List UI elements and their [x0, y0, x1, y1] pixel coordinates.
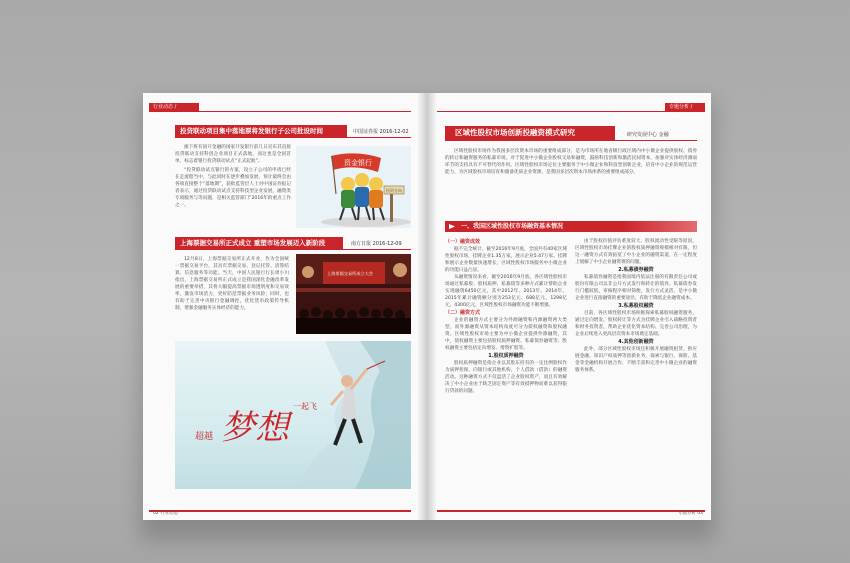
col1-sub3: 1.股权质押融资	[488, 353, 524, 359]
article1-source: 中国证券报 2016-12-02	[353, 129, 409, 135]
stage-screen-text: 上海票据交易所成立大会	[327, 271, 374, 276]
right-page-number: 03	[697, 511, 703, 516]
ad-illustration	[175, 341, 411, 489]
right-page-label	[678, 510, 703, 516]
col2-p1: 由于股权价值评估难度较大、股权流动性受限等原因，区域性股权市场挂牌企业的股权质押融资规模相对有限，但这一融资方式有效拓宽了中小企业的融资渠道，在一定程度上缓解了中小企业融资难的问题。	[575, 239, 697, 265]
col2-p4: 此外，部分区域性股权市场还积极开展融资租赁、供应链金融、知识产权质押等创新业务，探索与银行、保险、基金等金融机构开展合作，不断丰富和完善中小微企业的融资服务体系。	[575, 347, 697, 373]
article2-event-photo	[296, 254, 411, 334]
cartoon-illustration	[296, 146, 411, 228]
section1-title: 一、我国区域性股权市场融资基本情况	[445, 221, 697, 232]
cartoon-banner-text: 资金银行	[344, 159, 372, 167]
main-intro-text: 区域性股权市场作为我国多层次资本市场的重要组成部分，是为市场所在地省级行政区域内中小微企业提供股权、债券的转让和融资服务的私募市场，对于促进中小微企业股权交易和融资，鼓励科技创新和激活民间资本，加强对实体经济薄弱环节的支持具有不可替代的作用。区域性股权市场定位主要服务于中小微企业和科技型创新企业，培育中小企业的规范运营能力，为区域股权市场培育和储备优质企业资源，是我国多层次资本市场体系的重要组成部分。	[445, 149, 697, 175]
col1-p1: 据不完全统计，截至2016年9月底，全国共有40家区域性股权市场，挂牌企业1.35万家，展示企业5.47万家。挂牌和展示企业数量快速增长，区域性股权市场服务中小微企业的功能日益凸显。	[445, 247, 567, 273]
right-page-section: 专题分析	[677, 511, 696, 516]
right-page	[427, 93, 711, 520]
left-header-rule	[149, 111, 411, 112]
col2-p2: 私募债券融资是指我国境内依法注册的有限责任公司或股份有限公司以非公开方式发行和转让的债券。私募债券发行门槛较低，审核程序相对简便，发行方式灵活，是中小微企业进行直接融资的重要途径，有助于降低企业融资成本。	[575, 275, 697, 301]
col2-p3: 目前，各区域性股权市场积极探索私募股权融资服务，通过定向增发、股权转让等方式为挂牌企业引入战略投资者和财务投资者，帮助企业优化资本结构、完善公司治理，为企业后续进入更高层次资本市场奠定基础。	[575, 311, 697, 337]
col1-sub2: （二）融资方式	[445, 310, 481, 316]
article2-rule	[175, 249, 411, 250]
article2-body	[175, 256, 289, 336]
col1-p2: 从融资情况来看，截至2016年9月底，各区域性股权市场通过私募股、股权质押、私募债等多种方式累计帮助企业实现融资6450亿元，其中2012年、2013年、2014年、2015年累计融资额分别为253亿元、688亿元、1298亿元、4300亿元，区域性股权市场融资功能不断增强。	[445, 275, 567, 308]
article2-source: 南方日报 2016-12-09	[351, 241, 402, 247]
left-page-label	[153, 510, 178, 516]
col1-sub1: （一）融资成效	[445, 239, 481, 245]
article1-cartoon-image	[296, 146, 411, 228]
article1-body	[175, 144, 291, 236]
article1-title: 投贷联动项目集中落地票将发银行子公司批设时间	[175, 125, 347, 137]
left-footer-rule	[149, 510, 411, 512]
magazine-spread	[143, 93, 711, 520]
main-intro	[445, 148, 697, 208]
main-article-title: 区域性股权市场创新投融资模式研究	[445, 126, 615, 140]
right-header-rule	[437, 111, 705, 112]
main-title-rule	[445, 140, 697, 141]
event-stage-illustration	[296, 254, 411, 334]
left-header-tag: 行业动态 / INDUSTRY	[149, 103, 199, 112]
right-header-tag: 专题分析 / ANALYSIS	[665, 103, 705, 112]
col2-sub1: 2.私募债券融资	[618, 267, 654, 273]
col2-sub2: 3.私募股权融资	[618, 303, 654, 309]
col2-sub3: 4.其他创新融资	[618, 339, 654, 345]
left-page	[143, 93, 427, 520]
article2-title: 上海票据交易所正式成立 重塑市场发展迈入新阶段	[175, 237, 343, 249]
main-column-1	[445, 238, 567, 500]
right-footer-rule	[437, 510, 705, 512]
ad-small-left: 超越	[195, 432, 214, 442]
left-page-section: 行业动态	[160, 511, 179, 516]
ad-big-text: 梦想	[221, 408, 289, 448]
col1-p3: 企业的融资方式主要分为外源融资和内源融资两大类型，而外源融资从资本结构角度可分为债权融资和股权融资。区域性股权市场主要为中小微企业提供外源融资，其中，债权融资主要包括股权质押融资、私募债券融资等；股权融资主要包括定向增发、增资扩股等。	[445, 318, 567, 351]
main-article-author: 研究发展中心 金融	[627, 132, 669, 138]
cartoon-sign-text: 投资方向	[386, 188, 402, 193]
col1-p4: 股权质押融资是指企业以其股东持有的一定比例股权作为质押担保，向银行或其他机构、个人借款（借款）的融资活动。这种融资方式不仅盘活了企业股权资产，而且有效解决了中小企业由于缺乏固定资产等有效抵押物而难以获得银行贷款的问题。	[445, 361, 567, 394]
ad-small-right: 一起飞	[293, 402, 317, 411]
article1-rule	[175, 137, 411, 138]
left-page-number: 02	[153, 511, 159, 516]
article2-paragraph: 12月8日，上海票据交易所正式开业，作为全国统一票据交易平台，其具有票据交易、登记托管、清算结算、信息服务等功能。当天，中国人民银行行长周小川指出，上海票据交易所正式成立是我国深化金融改革发展的重要举措，其将大幅提高票据市场透明度和交易效率，激发市场活力，更好防范票据业务风险；同时，也有助于完善中央银行金融调控，优化货币政策传导机制，增强金融服务实体经济的能力。	[175, 257, 289, 311]
article1-paragraph-b: “投贷联动试点银行的方案，设立子公司的申请已经在走流程当中，与此同时在逐步叠加发展，预计最终会由各项直接整个“落地期”，获批监管层人士对中国证券报记者表示，通过投贷联动试点支持科技型企业发展，融资类专项服务与等问题，是相关监管部门“2016年的重点工作之一。	[175, 168, 291, 208]
article1-paragraph-a: 旗下将有国开金融的国家开发银行前几日宣布其直接投贷联动支持科创企业项目正式落地，而这也是全国首单，标志着银行投贷联动试点“正式起航”。	[175, 145, 291, 164]
dream-advertisement	[175, 341, 411, 489]
main-column-2	[575, 238, 697, 500]
